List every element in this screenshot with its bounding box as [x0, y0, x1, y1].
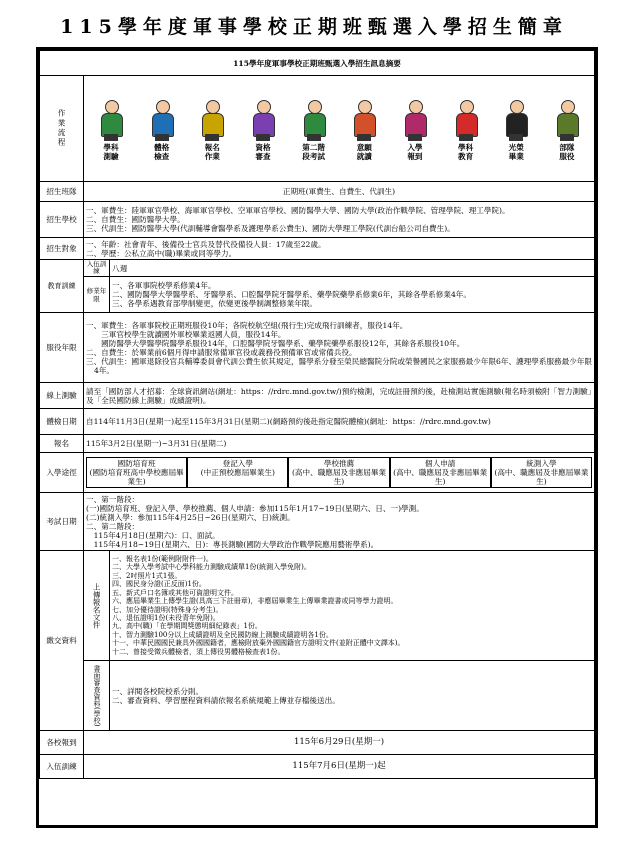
flow-step-label: 光榮 畢業 — [508, 143, 524, 161]
exam-list — [84, 493, 595, 551]
service-item: 三、代訓生：國軍退除役官兵輔導委員會代訓公費生依其規定，醫學系分發至榮民總醫院分院或榮譽國民之家服務最少年限6年、護理學系服務最少年限4年。 — [86, 356, 593, 375]
flow-step-label: 資格 審查 — [255, 143, 271, 161]
admission-label: 入學途徑 — [40, 453, 84, 493]
upload-label: 上傳報名文件 — [84, 551, 110, 661]
flow-step-label: 學科 測驗 — [103, 143, 119, 161]
person-figure-icon — [550, 98, 584, 142]
service-item: 國防醫學大學醫學院醫學系服役14年，口腔醫學院牙醫學系、藥學院藥學系服役12年，其餘各系服役10年。 — [86, 338, 465, 348]
exam-item: 二、第二階段： — [86, 521, 140, 531]
exam-item: (一)國防培育班、登記入學、學校推薦、個人申請：參加115年1月17~19日(星期六、日、一)學測。 — [86, 503, 424, 513]
upload-item: 八、退伍證明1份(未役青年免附)。 — [112, 613, 220, 622]
document-title: 115學年度軍事學校正期班甄選入學招生簡章 — [60, 16, 568, 38]
admission-way: 國防培育班 (國防培育班高中學校應屆畢業生) — [86, 457, 187, 488]
upload-item: 九、高中(職)「在學期間獎懲明細紀錄表」1份。 — [112, 622, 262, 631]
person-figure-icon — [195, 98, 229, 142]
upload-item: 五、新式戶口名簿或其他可資證明文件。 — [112, 588, 238, 597]
school-list — [84, 202, 595, 238]
upload-list — [110, 551, 595, 661]
report-label: 各校報到 — [40, 731, 84, 755]
person-figure-icon — [398, 98, 432, 142]
person-figure-icon — [145, 98, 179, 142]
review-label: 書面審查資料(學校) — [84, 661, 110, 731]
flow-label: 作業流程 — [40, 76, 84, 182]
service-item: 一、軍費生：各軍事院校正期班服役10年；各院校航空組(飛行生)完成飛行訓練者，服役14年。 — [86, 320, 408, 330]
exam-item: 115年4月18~19日(星期六、日)：專長測驗(國防大學政治作戰學院應用藝術學系)。 — [86, 539, 379, 549]
upload-item: 二、大學入學考試中心學科能力測驗成績單1份(統測入學免附)。 — [112, 563, 311, 572]
person-figure-icon — [499, 98, 533, 142]
docs-label: 繳交資料 — [40, 551, 84, 731]
flow-step-label: 第二階 段考試 — [302, 143, 326, 161]
flow-step-label: 部隊 服役 — [559, 143, 575, 161]
upload-item: 七、加分優待證明(特殊身分考生)。 — [112, 605, 223, 614]
edu-label: 教育訓練 — [40, 260, 84, 313]
person-figure-icon — [297, 98, 331, 142]
person-figure-icon — [449, 98, 483, 142]
flow-step-label: 意願 就讀 — [356, 143, 372, 161]
service-label: 服役年限 — [40, 313, 84, 383]
study-list — [110, 277, 595, 313]
entry-value: 八週 — [110, 260, 595, 277]
flow-step — [396, 98, 434, 161]
flow-step — [143, 98, 181, 161]
exam-item: 115年4月18日(星期六)：口、面試。 — [86, 530, 220, 540]
summary-title: 115學年度軍事學校正期班甄選入學招生訊息摘要 — [40, 51, 595, 76]
class-label: 招生班隊 — [40, 182, 84, 202]
flow-step-label: 學科 教育 — [458, 143, 474, 161]
upload-item: 三、2吋照片1式1張。 — [112, 571, 182, 580]
school-item: 一、軍費生：陸軍軍官學校、海軍軍官學校、空軍軍官學校、國防醫學大學、國防大學(政治作戰學院、管理學院、理工學院)。 — [86, 206, 510, 215]
service-item: 三軍官校學生就讀國外軍校畢業返國人員，服役14年。 — [86, 329, 286, 339]
person-figure-icon — [347, 98, 381, 142]
flow-step — [497, 98, 535, 161]
flow-step — [548, 98, 586, 161]
review-item: 一、詳閱各校院校系分則。 — [112, 686, 204, 696]
study-item: 三、各學系遇教育部學制變更，依變更後學制調整修業年限。 — [112, 299, 318, 308]
flow-step — [92, 98, 130, 161]
school-item: 三、代訓生：國防醫學大學(代訓輔導會醫學系及護理學系公費生)、國防大學理工學院(代訓台船公司自費生)。 — [86, 224, 455, 233]
target-item: 一、年齡：社會青年、後備役士官兵及替代役備役人員：17歲至22歲。 — [86, 239, 326, 249]
admission-way: 個人申請 (高中、職應屆及非應屆畢業生) — [390, 457, 491, 488]
study-label: 修業年限 — [84, 277, 110, 313]
person-figure-icon — [246, 98, 280, 142]
upload-item: 四、國民身分證(正反面)1份。 — [112, 580, 206, 589]
flow-step-label: 報名 作業 — [204, 143, 220, 161]
admission-way: 統測入學 (高中、職應屆及非應屆畢業生) — [491, 457, 592, 488]
register-value: 115年3月2日(星期一)~3月31日(星期二) — [84, 435, 595, 453]
physical-label: 體檢日期 — [40, 409, 84, 435]
target-item: 二、學歷：公私立高中(職)畢業或同等學力。 — [86, 248, 237, 258]
flow-step-label: 入學 報到 — [407, 143, 423, 161]
flow-step — [295, 98, 333, 161]
physical-value: 自114年11月3日(星期一)起至115年3月31日(星期二)(網路預約後赴指定醫院體檢)(網址：https：//rdrc.mnd.gov.tw) — [84, 409, 595, 435]
review-item: 二、審查資料、學習歷程資料請依報名系統規範上傳並存檔後送出。 — [112, 695, 340, 705]
study-item: 一、各軍事院校學系修業4年。 — [112, 281, 216, 290]
upload-item: 十、智力測驗100分以上成績證明及全民國防線上測驗成績證明各1份。 — [112, 630, 333, 639]
enlist-value: 115年7月6日(星期一)起 — [84, 755, 595, 779]
online-label: 線上測驗 — [40, 383, 84, 409]
flow-step — [447, 98, 485, 161]
target-list — [84, 238, 595, 260]
flow-steps — [84, 76, 595, 182]
admission-ways — [84, 453, 595, 493]
service-list — [84, 313, 595, 383]
flow-step-label: 體格 檢查 — [154, 143, 170, 161]
admission-way: 登記入學 (中正預校應屆畢業生) — [187, 457, 288, 488]
flow-step — [345, 98, 383, 161]
review-list — [110, 661, 595, 731]
school-label: 招生學校 — [40, 202, 84, 238]
report-value: 115年6月29日(星期一) — [84, 731, 595, 755]
person-figure-icon — [94, 98, 128, 142]
exam-item: 一、第一階段： — [86, 494, 140, 504]
upload-item: 六、應屆畢業生上傳學生證(具高三下註冊章)，非應屆畢業生上傳畢業證書或同等學力證明。 — [112, 597, 398, 606]
register-label: 報名 — [40, 435, 84, 453]
summary-frame — [36, 47, 598, 828]
class-value: 正期班(軍費生、自費生、代訓生) — [84, 182, 595, 202]
exam-label: 考試日期 — [40, 493, 84, 551]
study-item: 二、國防醫學大學醫學系、牙醫學系、口腔醫學院牙醫學系、藥學院藥學系修業6年，其餘各學系修業4年。 — [112, 290, 471, 299]
upload-item: 十二、曾接受徵兵體檢者，須上傳役男體格檢查表1份。 — [112, 647, 285, 656]
entry-label: 入伍訓練 — [84, 260, 110, 277]
flow-step — [244, 98, 282, 161]
exam-item: (二)統測入學：參加115年4月25日~26日(星期六、日)統測。 — [86, 512, 295, 522]
target-label: 招生對象 — [40, 238, 84, 260]
summary-table — [39, 50, 595, 779]
online-value: 請至「國防部人才招募：全球資訊網站(網址：https：//rdrc.mnd.gov.tw/)預約檢測，完成註冊預約後，赴檢測站實施測驗(報名時須檢附「智力測驗」及「全民國防線上測驗」成績證明)。 — [84, 383, 595, 409]
flow-step — [193, 98, 231, 161]
admission-way: 學校推薦 (高中、職應屆及非應屆畢業生) — [288, 457, 389, 488]
school-item: 二、自費生：國防醫學大學。 — [86, 215, 185, 224]
enlist-label: 入伍訓練 — [40, 755, 84, 779]
upload-item: 一、報名表1份(範例附附件一)。 — [112, 555, 213, 564]
service-item: 二、自費生：於畢業前6個月得申請服常備軍官役或義務役預備軍官或常備兵役。 — [86, 347, 357, 357]
upload-item: 十一、中華民國國民兼具外國國籍者，應檢附放棄外國國籍官方證明文件(並附正體中文譯本)。 — [112, 639, 405, 648]
